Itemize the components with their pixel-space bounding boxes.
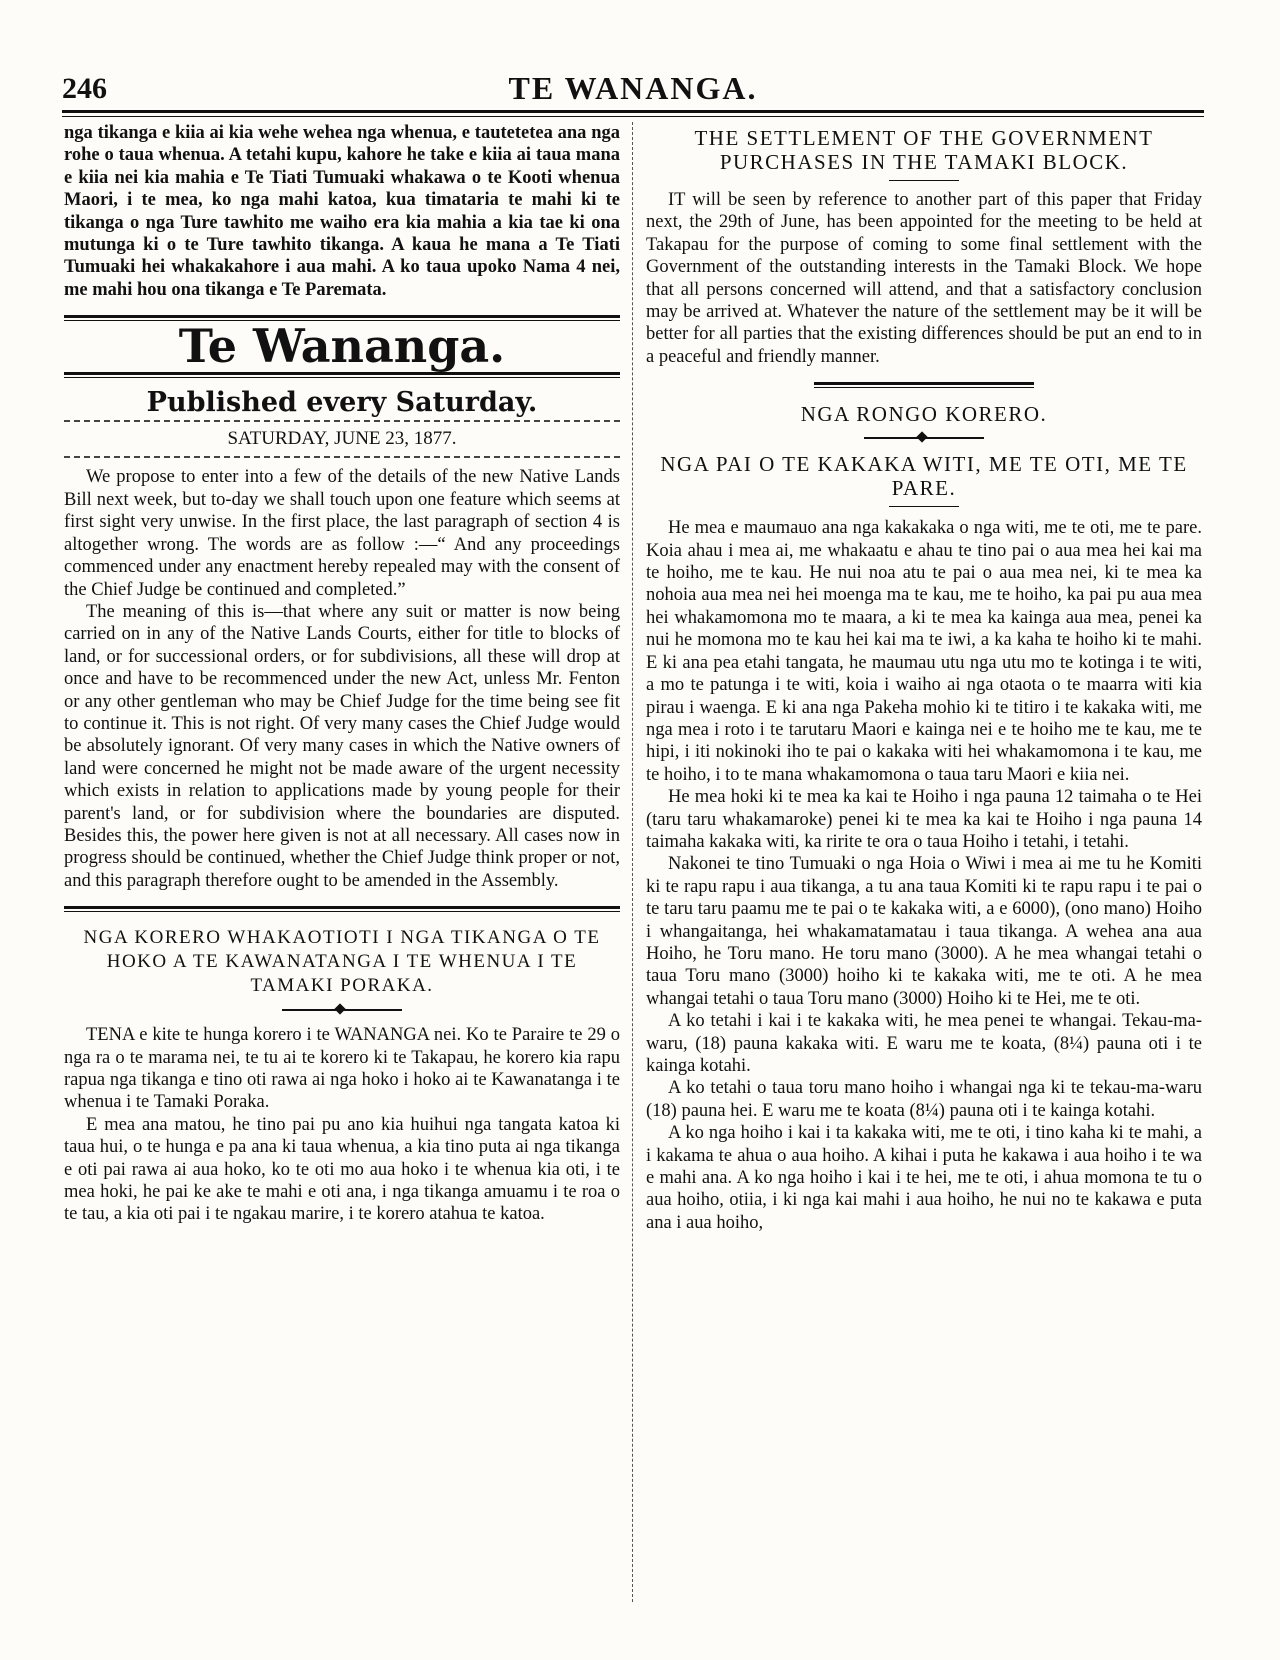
tamaki-heading: NGA KORERO WHAKAOTIOTI I NGA TIKANGA O TE HOKO A TE KAWANATANGA I TE WHENUA I TE TAMAKI PORAKA. bbox=[83, 927, 601, 997]
kakaka-paragraph-6: A ko nga hoiho i kai i ta kakaka witi, me te oti, i tino kaha ki te mahi, a i kakama te ahua o aua hoiho. A kihai i puta he kakawa i aua hoiho i te wa e mahi ana. A ko nga hoiho i kai i te hei, me te oti, i ahua momona te tu o aua hoiho, otiia, i ki nga kai mahi i aua hoiho, he nui no te kakawa e puta ana i aua hoiho, bbox=[646, 1123, 1202, 1233]
settlement-paragraph: IT will be seen by reference to another part of this paper that Friday next, the 29th of June, has been appointed for the meeting to be held at Takapau for the purpose of coming to some final settlement with the Government of the outstanding interests in the Tamaki Block. We hope that all persons concerned will attend, and that a satisfactory conclusion may be arrived at. Whatever the nature of the settlement may be it will be better for all parties that the existing differences should be put an end to in a peaceful and friendly manner. bbox=[646, 190, 1202, 367]
dateline-rule bbox=[64, 456, 620, 458]
tamaki-rule bbox=[64, 906, 620, 912]
intro-paragraph: nga tikanga e kiia ai kia wehe wehea nga whenua, e tautetetea ana nga rohe o taua whenua. A tetahi kupu, kahore he take e kiia ai taua mana e kiia nei kia mahia e Te Tiati Tumuaki whakawa o te Kooti whenua Maori, i te mea, ko nga mahi katoa, kua timataria te mahi ki te tikanga o nga Ture tawhito me waiho era kia mahia a kia tae ki ona mutunga ki o te Ture tawhito tikanga. A kaua he mana a Te Tiati Tumuaki hei whakakahore i aua mahi. A ko taua upoko Nama 4 nei, me mahi hou ona tikanga e Te Paremata. bbox=[64, 123, 620, 300]
tamaki-paragraph-1: TENA e kite te hunga korero i te WANANGA nei. Ko te Paraire te 29 o nga ra o te marama nei, te tu ai te korero ki te Takapau, he korero kia rapu rapua nga tikanga e tino oti rawa ai nga hoko i hoko ai te Kawanatanga i te whenua i te Tamaki Poraka. bbox=[64, 1025, 620, 1113]
page-number: 246 bbox=[62, 72, 107, 105]
paper-title: TE WANANGA. bbox=[508, 70, 758, 106]
kakaka-heading: NGA PAI O TE KAKAKA WITI, ME TE OTI, ME TE PARE. bbox=[660, 452, 1188, 501]
settlement-heading: THE SETTLEMENT OF THE GOVERNMENT PURCHASES IN THE TAMAKI BLOCK. bbox=[694, 126, 1154, 174]
page-header bbox=[62, 64, 1204, 104]
left-column bbox=[64, 122, 620, 1226]
settlement-rule bbox=[889, 180, 959, 181]
header-rule bbox=[62, 110, 1204, 117]
kakaka-rule bbox=[889, 506, 959, 507]
column-divider bbox=[632, 122, 633, 1602]
kakaka-paragraph-1: He mea e maumauo ana nga kakakaka o nga witi, me te oti, me te pare. Koia ahau i mea ai, me whakaatu e ahau te tino pai o aua mea hei kai ma te hoiho, me te kau. He nui noa atu te pai o aua mea nei, ki te mea ka nohoia aua mea nei hei moenga ma te kau, me te hoiho, ka pai pu aua mea hei whakamomona mo te maara, a ki te mea ka kainga aua mea, penei ka nui he momona mo te kau hei kai ma te iwi, a ka kaha te hoiho ki te mahi. E ki ana pea etahi tangata, he maumau utu nga utu mo te kotinga i te witi, a mo te patunga i te witi, koia i waiho ai nga otaota o te maarra witi kia pirau i waenga. E ki ana nga Pakeha mohio ki te titiro i te kakaka witi, me nga mea i roto i te tarutaru Maori e kainga nei e te hoiho me te kau, me te hipi, i iti nokinoki iho te pai o kakaka witi hei whakamomona i te kau, me te hoiho, i to te mana whakamomona o taua taru Maori e kiia nei. bbox=[646, 518, 1202, 785]
masthead: Te Wananga. bbox=[178, 319, 506, 374]
kakaka-paragraph-5: A ko tetahi o taua toru mano hoiho i whangai nga ki te tekau-ma-waru (18) pauna hei. E waru me te koata (8¼) pauna oti i te kainga kotahi. bbox=[646, 1078, 1202, 1121]
kakaka-paragraph-4: A ko tetahi i kai i te kakaka witi, he mea penei te whangai. Tekau-ma-waru, (18) pauna kakaka witi. E waru me te koata, (8¼) pauna oti i te kainga kotahi. bbox=[646, 1011, 1202, 1076]
kakaka-paragraph-3: Nakonei te tino Tumuaki o nga Hoia o Wiwi i mea ai me tu he Komiti ki te rapu rapu i aua tikanga, a tu ana taua Komiti ki te rapu rapu i te pai o te taru taru paamu me te pai o te kakaka witi, a e 6000), (ono mano) Hoiho i whangaitanga, hei whakamatamatau i taua tikanga. A wehea ana aua Hoiho, he Toru mano. He toru mano (3000). A he mea whangai tetahi o taua Toru mano (3000) hoiho ki te kakaka witi, me te oti. A he mea whangai tetahi o taua Toru mano (3000) Hoiho ki te Hei, me te oti. bbox=[646, 854, 1202, 1009]
dateline: SATURDAY, JUNE 23, 1877. bbox=[227, 428, 457, 450]
right-column bbox=[646, 122, 1202, 1234]
news-heading: NGA RONGO KORERO. bbox=[800, 402, 1048, 427]
published-line: Published every Saturday. bbox=[146, 386, 538, 418]
news-rule bbox=[814, 382, 1034, 388]
published-rule bbox=[64, 420, 620, 422]
ornament-divider bbox=[282, 1006, 402, 1014]
editorial-paragraph-1: We propose to enter into a few of the details of the new Native Lands Bill next week, but to-day we shall touch upon one feature which seems at first sight very unwise. In the first place, the last paragraph of section 4 is altogether wrong. The words are as follow :—“ And any proceedings commenced under any enactment hereby repealed may with the consent of the Chief Judge be continued and completed.” bbox=[64, 467, 620, 600]
kakaka-paragraph-2: He mea hoki ki te mea ka kai te Hoiho i nga pauna 12 taimaha o te Hei (taru taru whakamaroke) penei ki te mea ka kai te Hoiho i nga pauna 14 taimaha kakaka witi, ka ririte te ora o taua Hoiho i tetahi, i tetahi. bbox=[646, 787, 1202, 852]
ornament-divider bbox=[864, 434, 984, 442]
editorial-paragraph-2: The meaning of this is—that where any suit or matter is now being carried on in any of the Native Lands Courts, either for title to blocks of land, or for successional orders, or for subdivisions, all these will drop at once and have to be recommenced under the new Act, unless Mr. Fenton or any other gentleman who may be Chief Judge for the time being see fit to continue it. This is not right. Of very many cases the Chief Judge would be absolutely ignorant. Of very many cases in which the Native owners of land were concerned he might not be made aware of the urgent necessity which exists in relation to applications made by young people for their parent's land, or for subdivision where the boundaries are disputed. Besides this, the power here given is not at all necessary. All cases now in progress should be continued, whether the Chief Judge think proper or not, and this paragraph therefore ought to be amended in the Assembly. bbox=[64, 601, 620, 891]
tamaki-paragraph-2: E mea ana matou, he tino pai pu ano kia huihui nga tangata katoa ki taua hui, o te hunga e pa ana ki taua whenua, a kia tino puta ai nga tikanga e oti pai rawa ai aua hoko, ko te oti mo aua hoko i te whenua kia oti, i te mea hoki, he pai ke ake te mahi e oti ana, i nga tikanga amuamu i te roa o te tau, a kia oti pai i te ngakau marire, i te korero atahua te katoa. bbox=[64, 1114, 620, 1225]
